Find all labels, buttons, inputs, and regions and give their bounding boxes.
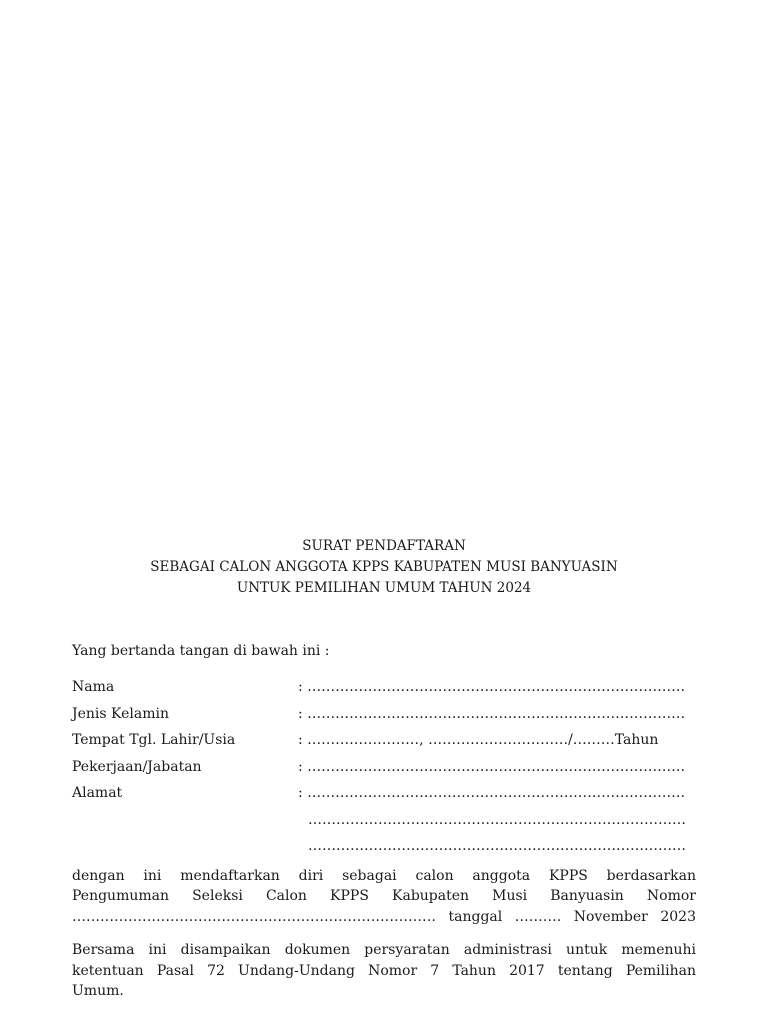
field-alamat-cont-2 <box>72 833 696 860</box>
field-blank: : ……………………………………………………………………… <box>298 705 686 722</box>
intro-text: Yang bertanda tangan di bawah ini : <box>72 643 330 659</box>
field-label <box>72 833 298 860</box>
field-label: Tempat Tgl. Lahir/Usia <box>72 732 236 748</box>
field-blank: : ……………………………………………………………………… <box>298 679 686 695</box>
field-blank: : ……………………, …………………………/………Tahun <box>298 732 659 748</box>
registration-letter <box>72 536 696 1002</box>
paragraph-line: Umum. <box>72 983 124 999</box>
identity-fields <box>72 674 696 860</box>
title-line-1: SURAT PENDAFTARAN <box>302 538 466 554</box>
field-label: Nama <box>72 679 115 695</box>
field-pekerjaan <box>72 754 696 781</box>
title-line-2: SEBAGAI CALON ANGGOTA KPPS KABUPATEN MUSI BANYUASIN <box>150 559 618 575</box>
field-label: Jenis Kelamin <box>72 705 169 722</box>
document-title <box>72 536 696 599</box>
registration-paragraph <box>72 866 696 928</box>
paragraph-line: Pengumuman Seleksi Calon KPPS Kabupaten Musi Banyuasin Nomor <box>72 888 696 904</box>
field-alamat-cont-1 <box>72 807 696 834</box>
field-alamat <box>72 780 696 807</box>
field-blank: ……………………………………………………………………… <box>308 838 686 854</box>
paragraph-line: ketentuan Pasal 72 Undang-Undang Nomor 7 Tahun 2017 tentang Pemilihan <box>72 962 696 979</box>
paragraph-line: Bersama ini disampaikan dokumen persyaratan administrasi untuk memenuhi <box>72 942 696 958</box>
field-blank: : ……………………………………………………………………… <box>298 758 686 775</box>
documents-paragraph <box>72 940 696 1002</box>
field-label: Alamat <box>72 785 123 801</box>
field-jenis-kelamin <box>72 701 696 728</box>
field-blank: ……………………………………………………………………… <box>308 811 686 828</box>
field-nama <box>72 674 696 701</box>
field-tempat-tgl-lahir <box>72 727 696 754</box>
field-label <box>72 807 298 834</box>
paragraph-line: …………………………………………………………………… tanggal ………. November 2023 <box>72 908 696 925</box>
paragraph-line: dengan ini mendaftarkan diri sebagai calon anggota KPPS berdasarkan <box>72 867 696 884</box>
field-blank: : ……………………………………………………………………… <box>298 785 686 801</box>
field-label: Pekerjaan/Jabatan <box>72 758 202 775</box>
title-line-3: UNTUK PEMILIHAN UMUM TAHUN 2024 <box>236 580 532 596</box>
